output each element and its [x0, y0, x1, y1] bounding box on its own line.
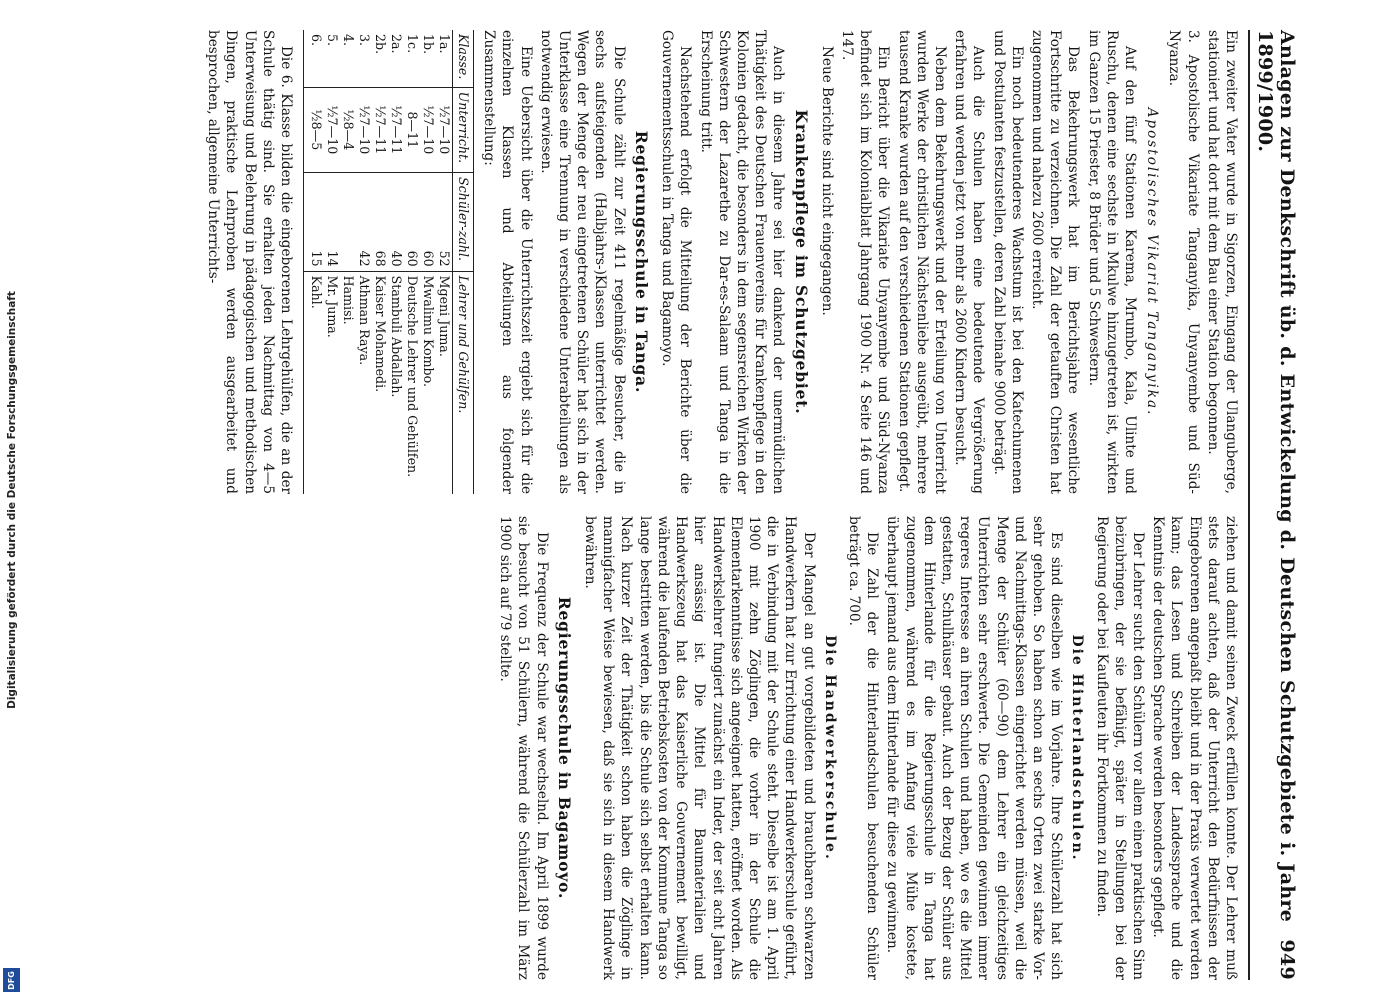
table-cell: ½8—4 — [340, 87, 356, 172]
table-cell: 1a. — [437, 34, 453, 54]
table-row — [404, 30, 420, 494]
table-cell: 4. — [341, 34, 357, 47]
table-row — [436, 30, 453, 494]
paragraph: Auch in diesem Jahre sei hier dankend der unermüdlichen Thätigkeit des Deutschen Frauenvereins für Krankenpflege in den Kolonien gedacht, die besonders in dem segensreichen Wirken der Schwestern der Lazarethe zu Dar-es-Salaam und Tanga in die Erscheinung tritt. — [697, 30, 787, 494]
table-cell: ½7—10 — [356, 87, 372, 172]
paragraph: Die Frequenz der Schule war wechselnd. Im April 1899 wurde sie besucht von 51 Schülern, während die Schülerzahl im März 1900 sich auf 79 stellte. — [497, 516, 550, 980]
section-heading-bagamoyo: Regierungsschule in Bagamoyo. — [554, 596, 574, 900]
table-cell: Hamisi. — [340, 271, 356, 494]
digitisation-credit: Digitalisierung gefördert durch die Deutsche Forschungsgemeinschaft — [6, 291, 19, 709]
document-page — [18, 10, 1308, 1000]
table-cell: ½7—11 — [388, 87, 404, 172]
paragraph: Die 6. Klasse bilden die eingeborenen Lehrgehülfen, die an der Schule thätig sind. Sie erhalten jeden Nachmittag von 4—5 Unterweisung und Belehrung in pädagogischen und methodischen Dingen, praktische Lehrproben werden ausgearbeitet und besprochen, allgemeine Unterrichts- — [205, 30, 295, 494]
table-row — [324, 30, 340, 494]
paragraph: Auf den fünf Stationen Karema, Mrumbo, Kala, Ulinte und Ruschu, denen eine sechste in Mkulwe hinzugetreten ist, wirkten im Ganzen 15 Priester, 8 Brüder und 5 Schwestern. — [1085, 30, 1138, 494]
table-cell: 60 — [404, 173, 420, 272]
table-cell: Mgeni Juma. — [436, 271, 453, 494]
table-cell: ½7—11 — [372, 87, 388, 172]
section-heading-hinterland: Die Hinterlandschulen. — [1069, 634, 1086, 862]
table-row — [356, 30, 372, 494]
paragraph: Ein zweiter Vater wurde in Sigorzen, Eingang der Ulanguberge, stationiert und hat dort mit dem Bau einer Station begonnen. — [1204, 30, 1239, 494]
table-cell: 42 — [356, 173, 372, 272]
table-cell: ½7—10 — [324, 87, 340, 172]
table-cell: Stambuli Abdallah. — [388, 271, 404, 494]
dfg-logo-icon — [3, 968, 20, 992]
paragraph: Der Mangel an gut vorgebildeten und brauchbaren schwarzen Handwerkern hat zur Errichtung einer Handwerkerschule geführt, die in Verbindung mit der Schule steht. Dieselbe ist am 1. April 1900 mit zehn Zöglingen, die vorher in der Schule die Elementarkenntnisse sich angeeignet hatten, eröffnet worden. Als Handwerkslehrer fungiert zunächst ein Inder, der seit acht Jahren hier ansässig ist. Die Mittel für Baumaterialien und Handwerkszeug hat das Kaiserliche Gouvernement bewilligt, während die laufenden Betriebskosten von der Kommune Tanga so lange bestritten werden, bis die Schule sich selbst erhalten kann. Nach kurzer Zeit der Thätigkeit schon haben die Zöglinge in mannigfacher Weise bewiesen, daß sie sich in diesem Handwerk bewähren. — [582, 516, 817, 980]
table-cell: 60 — [420, 173, 436, 272]
dfg-logo-text: DFG — [7, 970, 17, 990]
table-row — [420, 30, 436, 494]
table-cell: 40 — [388, 173, 404, 272]
table-cell — [340, 173, 356, 272]
paragraph: ziehen und damit seinen Zweck erfüllen konnte. Der Lehrer muß stets darauf achten, daß der Unterricht den Bedürfnissen der Eingeborenen angepaßt bleibt und in der Praxis verwertet werden kann; das Lesen und Schreiben der Landessprache und die Kenntnis der deutschen Sprache werden besonders gepflegt. — [1150, 516, 1239, 980]
table-cell: 15 — [304, 173, 325, 272]
table-header-row — [453, 30, 474, 494]
paragraph: Nachstehend erfolgt die Mitteilung der Berichte über die Gouvernementsschulen in Tanga und Bagamoyo. — [659, 30, 694, 494]
table-cell: 52 — [436, 173, 453, 272]
table-cell: 1b. — [421, 34, 437, 55]
paragraph: Auch die Schulen haben eine bedeutende Vergrößerung erfahren und werden jetzt von mehr als 2600 Kindern besucht. — [952, 30, 987, 494]
section-heading-krankenpflege: Krankenpflege im Schutzgebiet. — [791, 109, 811, 415]
table-cell: Deutsche Lehrer und Gehülfen. — [404, 271, 420, 494]
column-header: Unterricht. — [453, 87, 474, 172]
table-cell: 68 — [372, 173, 388, 272]
section-heading-tanga: Regierungsschule in Tanga. — [631, 130, 651, 394]
table-cell: 1c. — [405, 34, 421, 54]
table-cell: 14 — [324, 173, 340, 272]
table-row — [372, 30, 388, 494]
left-column — [20, 30, 1240, 494]
table-row — [388, 30, 404, 494]
table-row — [340, 30, 356, 494]
column-header: Schüler-zahl. — [453, 173, 474, 272]
page-number: 949 — [1276, 939, 1298, 980]
header-title: Anlagen zur Denkschrift üb. d. Entwickelung d. Deutschen Schutzgebiete i. Jahre 1899/1900. — [1254, 30, 1298, 923]
paragraph: Es sind dieselben wie im Vorjahre. Ihre Schülerzahl hat sich sehr gehoben. So haben schon an sechs Orten zwei starke Vor- und Nachmittags-Klassen eingerichtet werden müssen, weil die Menge der Schüler (60—90) dem Lehrer ein gleichzeitiges Unterrichten sehr erschwerte. Die Gemeinden gewinnen immer regeres Interesse an ihren Schulen und haben, wo es die Mittel gestatten, Schulhäuser gebaut. Auch der Bezug der Schüler aus dem Hinterlande für die Regierungsschule in Tanga hat zugenommen, während es im Anfang viele Mühe kostete, überhaupt jemand aus dem Hinterlande für diese zu gewinnen. — [884, 516, 1065, 980]
section-heading-handwerker: Die Handwerkerschule. — [821, 635, 838, 861]
table-cell: Kahl. — [304, 271, 325, 494]
table-cell: ½7—10 — [436, 87, 453, 172]
paragraph: Neue Berichte sind nicht eingegangen. — [818, 46, 835, 316]
text-columns — [20, 30, 1240, 980]
paragraph: Ein noch bedeutenderes Wachstum ist bei den Katechumenen und Postulanten festzustellen, deren Zahl beinahe 9000 beträgt. — [990, 30, 1025, 494]
digitisation-strip — [0, 0, 24, 1000]
paragraph: Die Schule zählt zur Zeit 411 regelmäßige Besucher, die in sechs aufsteigenden (Halbjahrs-)Klassen unterrichtet werden. Wegen der Menge der neu eingetretenen Schüler hat sich in der Unterklasse eine Trennung in verschiedene Unterabteilungen als notwendig erwiesen. — [537, 30, 627, 494]
running-header — [1248, 30, 1298, 980]
paragraph: Neben dem Bekehrungswerk und der Erteilung von Unterricht wurden Werke der christlichen Nächstenliebe ausgeübt, mehrere tausend Kranke wurden auf den verschiedenen Stationen gepflegt. — [895, 30, 948, 494]
paragraph: Eine Uebersicht über die Unterrichtszeit ergiebt sich für die einzelnen Klassen und Abteilungen aus folgender Zusammenstellung: — [481, 30, 534, 494]
paragraph: Der Lehrer sucht den Schülern vor allem einen praktischen Sinn beizubringen, der sie befähigt, später in Stellungen bei der Regierung oder bei Kaufleuten ihr Fortkommen zu finden. — [1093, 516, 1146, 980]
table-cell: 3. — [357, 34, 373, 47]
column-header: Klasse. — [453, 30, 474, 87]
table-cell: Mr. Juma. — [324, 271, 340, 494]
column-header: Lehrer und Gehülfen. — [453, 271, 474, 494]
paragraph: Das Bekehrungswerk hat im Berichtsjahre wesentliche Fortschritte zu verzeichnen. Die Zahl der getauften Christen hat zugenommen und nahezu 2600 erreicht. — [1028, 30, 1082, 494]
table-cell: ½8—5 — [304, 87, 325, 172]
table-body — [304, 30, 453, 494]
paragraph: 3. Apostolische Vikariate Tanganyika, Unyanyembe und Süd-Nyanza. — [1166, 30, 1201, 494]
table-cell: Kaiser Mohamedi. — [372, 271, 388, 494]
table-cell: 2a. — [389, 34, 405, 54]
table-cell: 6. — [304, 30, 325, 87]
table-cell: Mwalimu Kombo. — [420, 271, 436, 494]
subheading: Apostolisches Vikariat Tanganyika. — [1144, 107, 1161, 417]
table-row — [304, 30, 325, 494]
paragraph: Ein Bericht über die Vikariate Unyanyembe und Süd-Nyanza befindet sich im Kolonialblatt Jahrgang 1900 Nr. 4 Seite 146 und 147. — [838, 30, 892, 494]
class-table — [303, 30, 474, 494]
table-cell: 8—11 — [404, 87, 420, 172]
table-cell: 2b. — [373, 34, 389, 55]
right-column — [20, 516, 1240, 980]
table-cell: 5. — [325, 34, 341, 47]
table-cell: Athman Raya. — [356, 271, 372, 494]
table-cell: ½7—10 — [420, 87, 436, 172]
paragraph: Die Zahl der die Hinterlandschulen besuchenden Schüler beträgt ca. 700. — [845, 516, 881, 980]
